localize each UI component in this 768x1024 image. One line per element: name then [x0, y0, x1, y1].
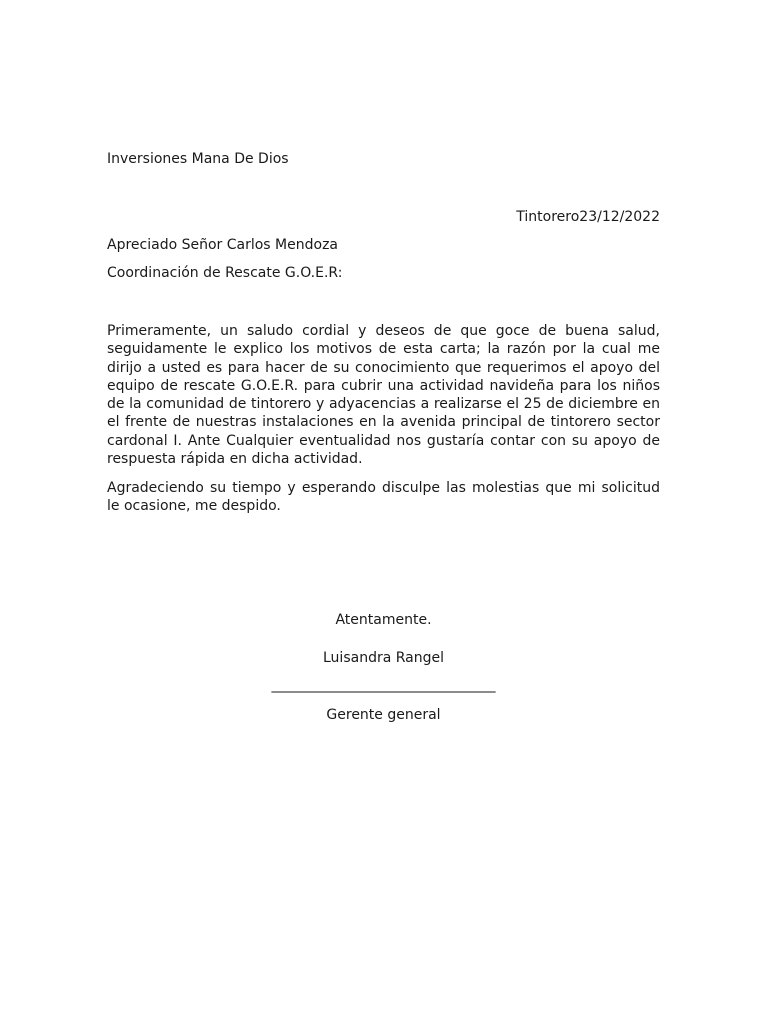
- signature-line: ________________________________: [271, 677, 496, 693]
- letter-page: [107, 0, 660, 1024]
- closing: Atentamente.: [335, 612, 432, 628]
- body-paragraph-1: Primeramente, un saludo cordial y deseos de que goce de buena salud, seguidamente le explico los motivos de esta carta; la razón por la cual me dirijo a usted es para hacer de su conocimiento que requerimos el apoyo del equipo de rescate G.O.E.R. para cubrir una actividad navideña para los niños de la comunidad de tintorero y adyacencias a realizarse el 25 de diciembre en el frente de nuestras instalaciones en la avenida principal de tintorero sector cardonal I. Ante Cualquier eventualidad nos gustaría contar con su apoyo de respuesta rápida en dicha actividad.: [107, 323, 660, 468]
- recipient-salutation: Apreciado Señor Carlos Mendoza: [107, 237, 338, 253]
- company-name: Inversiones Mana De Dios: [107, 151, 289, 167]
- place-date: Tintorero23/12/2022: [516, 209, 660, 225]
- recipient-organization: Coordinación de Rescate G.O.E.R:: [107, 265, 343, 281]
- body-paragraph-2: Agradeciendo su tiempo y esperando disculpe las molestias que mi solicitud le ocasione, me despido.: [107, 480, 660, 515]
- signer-name: Luisandra Rangel: [323, 650, 444, 666]
- signer-title: Gerente general: [326, 707, 441, 723]
